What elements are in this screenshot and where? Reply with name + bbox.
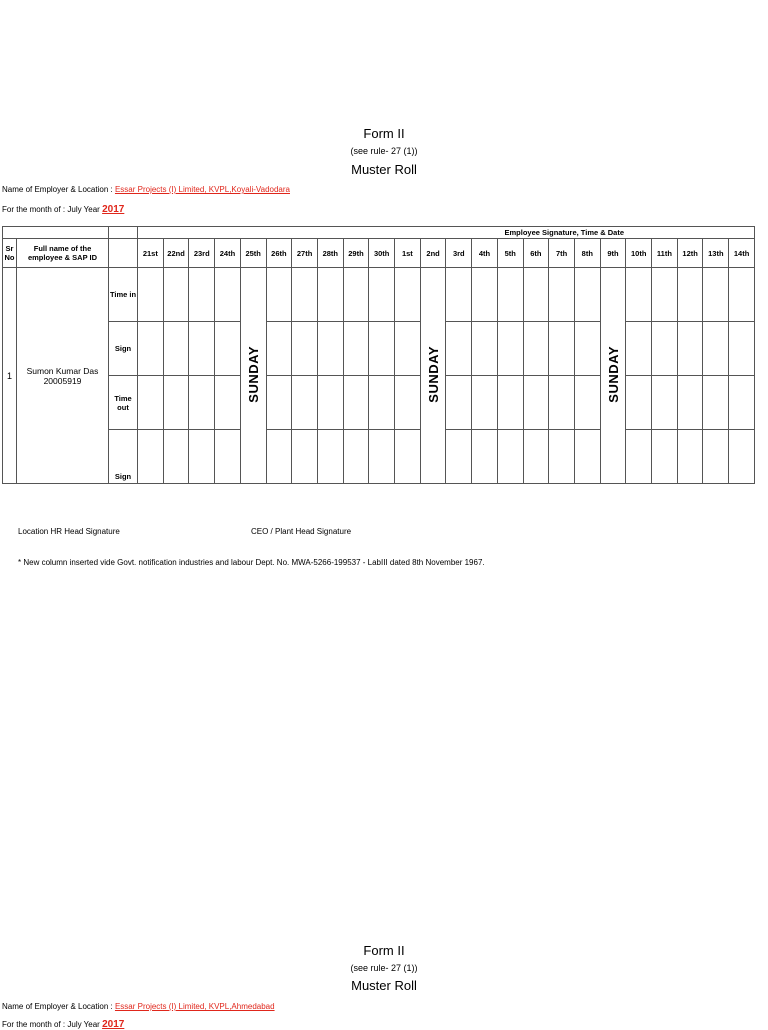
- attendance-cell[interactable]: [395, 268, 421, 322]
- attendance-cell[interactable]: [549, 322, 575, 376]
- day-header: 13th: [703, 239, 729, 268]
- day-header: 28th: [317, 239, 343, 268]
- attendance-cell[interactable]: [677, 322, 703, 376]
- day-header: 6th: [523, 239, 549, 268]
- employee-sap-id: 20005919: [43, 375, 82, 386]
- attendance-cell[interactable]: [215, 376, 241, 430]
- day-header: 7th: [549, 239, 575, 268]
- sunday-label: SUNDAY: [425, 346, 441, 403]
- label-time-out: Time out: [109, 376, 138, 430]
- attendance-cell[interactable]: [395, 322, 421, 376]
- attendance-cell[interactable]: [652, 376, 678, 430]
- attendance-cell[interactable]: [729, 430, 755, 484]
- day-header: 1st: [395, 239, 421, 268]
- attendance-cell[interactable]: [189, 376, 215, 430]
- form-subtitle: Muster Roll: [351, 162, 417, 177]
- attendance-cell[interactable]: [497, 376, 523, 430]
- attendance-cell[interactable]: [523, 322, 549, 376]
- col-name: Full name of the employee & SAP ID: [17, 239, 109, 268]
- form2-employer-line: [2, 1002, 275, 1011]
- attendance-cell[interactable]: [317, 268, 343, 322]
- attendance-cell[interactable]: [574, 376, 600, 430]
- form2-employer-label: Name of Employer & Location :: [2, 1002, 113, 1011]
- attendance-cell[interactable]: [343, 430, 369, 484]
- attendance-cell[interactable]: [523, 430, 549, 484]
- form-rule: (see rule- 27 (1)): [350, 146, 418, 156]
- day-header: 14th: [729, 239, 755, 268]
- attendance-cell[interactable]: [138, 322, 164, 376]
- attendance-cell[interactable]: [369, 268, 395, 322]
- attendance-cell[interactable]: [163, 268, 189, 322]
- attendance-cell[interactable]: [446, 376, 472, 430]
- attendance-cell[interactable]: [189, 322, 215, 376]
- year-value: 2017: [102, 204, 125, 215]
- attendance-cell[interactable]: [446, 322, 472, 376]
- attendance-cell[interactable]: [163, 376, 189, 430]
- attendance-cell[interactable]: [292, 430, 318, 484]
- attendance-cell[interactable]: [369, 322, 395, 376]
- ceo-signature-label: CEO / Plant Head Signature: [251, 527, 352, 536]
- row-employee: [17, 268, 109, 484]
- day-header: 12th: [677, 239, 703, 268]
- sunday-cell: [420, 268, 446, 484]
- attendance-cell[interactable]: [266, 430, 292, 484]
- muster-roll-table: [2, 226, 755, 484]
- employer-value: Essar Projects (I) Limited, KVPL,Koyali-Vadodara: [114, 185, 290, 194]
- attendance-cell[interactable]: [369, 430, 395, 484]
- attendance-cell[interactable]: [292, 268, 318, 322]
- attendance-cell[interactable]: [729, 322, 755, 376]
- day-header: 27th: [292, 239, 318, 268]
- attendance-cell[interactable]: [626, 430, 652, 484]
- attendance-cell[interactable]: [497, 430, 523, 484]
- day-header: 9th: [600, 239, 626, 268]
- group-header: Employee Signature, Time & Date: [138, 227, 755, 239]
- sunday-label: SUNDAY: [245, 346, 261, 403]
- form2-month-label: For the month of : July Year: [2, 1020, 100, 1029]
- attendance-cell[interactable]: [317, 376, 343, 430]
- attendance-cell[interactable]: [677, 430, 703, 484]
- attendance-cell[interactable]: [446, 268, 472, 322]
- form2-rule: (see rule- 27 (1)): [350, 963, 418, 973]
- notification-note: * New column inserted vide Govt. notification industries and labour Dept. No. MWA-5266-199537 - LabIII dated 8th November 1967.: [18, 558, 485, 567]
- attendance-cell[interactable]: [369, 376, 395, 430]
- day-header: 8th: [574, 239, 600, 268]
- attendance-cell[interactable]: [292, 376, 318, 430]
- attendance-cell[interactable]: [343, 376, 369, 430]
- attendance-cell[interactable]: [652, 322, 678, 376]
- attendance-cell[interactable]: [703, 322, 729, 376]
- attendance-cell[interactable]: [523, 268, 549, 322]
- attendance-cell[interactable]: [729, 376, 755, 430]
- day-header: 22nd: [163, 239, 189, 268]
- form-title: Form II: [363, 126, 405, 141]
- day-header: 24th: [215, 239, 241, 268]
- attendance-cell[interactable]: [266, 268, 292, 322]
- attendance-cell[interactable]: [317, 430, 343, 484]
- label-time-in: Time in: [109, 268, 138, 322]
- day-header: 4th: [472, 239, 498, 268]
- sunday-cell: [240, 268, 266, 484]
- attendance-cell[interactable]: [497, 322, 523, 376]
- day-header: 3rd: [446, 239, 472, 268]
- attendance-cell[interactable]: [215, 430, 241, 484]
- month-label: For the month of : July Year: [2, 205, 100, 214]
- attendance-cell[interactable]: [138, 430, 164, 484]
- form2-month-line: [2, 1019, 124, 1030]
- attendance-cell[interactable]: [626, 376, 652, 430]
- day-header: 26th: [266, 239, 292, 268]
- month-line: [2, 204, 124, 215]
- sunday-cell: [600, 268, 626, 484]
- day-header: 25th: [240, 239, 266, 268]
- attendance-cell[interactable]: [292, 322, 318, 376]
- attendance-cell[interactable]: [703, 430, 729, 484]
- day-header: 2nd: [420, 239, 446, 268]
- attendance-cell[interactable]: [163, 322, 189, 376]
- day-header: 10th: [626, 239, 652, 268]
- attendance-cell[interactable]: [497, 268, 523, 322]
- attendance-cell[interactable]: [677, 268, 703, 322]
- col-sr: Sr No: [3, 239, 17, 268]
- sunday-label: SUNDAY: [605, 346, 621, 403]
- attendance-cell[interactable]: [395, 430, 421, 484]
- attendance-cell[interactable]: [138, 268, 164, 322]
- hr-signature-label: Location HR Head Signature: [18, 527, 120, 536]
- attendance-cell[interactable]: [574, 268, 600, 322]
- day-header: 29th: [343, 239, 369, 268]
- attendance-cell[interactable]: [472, 430, 498, 484]
- attendance-cell[interactable]: [574, 430, 600, 484]
- label-sign: Sign: [109, 322, 138, 376]
- attendance-cell[interactable]: [343, 322, 369, 376]
- attendance-cell[interactable]: [729, 268, 755, 322]
- attendance-cell[interactable]: [472, 376, 498, 430]
- attendance-cell[interactable]: [703, 268, 729, 322]
- attendance-cell[interactable]: [472, 322, 498, 376]
- attendance-cell[interactable]: [652, 268, 678, 322]
- attendance-cell[interactable]: [266, 376, 292, 430]
- attendance-cell[interactable]: [317, 322, 343, 376]
- attendance-cell[interactable]: [703, 376, 729, 430]
- attendance-cell[interactable]: [652, 430, 678, 484]
- attendance-cell[interactable]: [549, 430, 575, 484]
- attendance-cell[interactable]: [446, 430, 472, 484]
- form2-year-value: 2017: [102, 1019, 125, 1030]
- row-sr: 1: [3, 268, 17, 484]
- day-header: 5th: [497, 239, 523, 268]
- day-header: 11th: [652, 239, 678, 268]
- attendance-cell[interactable]: [189, 430, 215, 484]
- attendance-cell[interactable]: [189, 268, 215, 322]
- attendance-cell[interactable]: [266, 322, 292, 376]
- attendance-cell[interactable]: [626, 268, 652, 322]
- attendance-cell[interactable]: [549, 268, 575, 322]
- day-header: 23rd: [189, 239, 215, 268]
- attendance-cell[interactable]: [574, 322, 600, 376]
- attendance-cell[interactable]: [626, 322, 652, 376]
- employer-label: Name of Employer & Location :: [2, 185, 113, 194]
- attendance-cell[interactable]: [395, 376, 421, 430]
- attendance-cell[interactable]: [138, 376, 164, 430]
- attendance-cell[interactable]: [215, 322, 241, 376]
- col-label-spacer: [109, 239, 138, 268]
- attendance-cell[interactable]: [215, 268, 241, 322]
- employee-name: Sumon Kumar Das: [26, 365, 99, 376]
- employer-line: [2, 185, 290, 194]
- day-header: 30th: [369, 239, 395, 268]
- form2-title: Form II: [363, 943, 405, 958]
- form2-subtitle: Muster Roll: [351, 978, 417, 993]
- attendance-cell[interactable]: [343, 268, 369, 322]
- attendance-cell[interactable]: [523, 376, 549, 430]
- attendance-cell[interactable]: [163, 430, 189, 484]
- form2-employer-value: Essar Projects (I) Limited, KVPL,Ahmedabad: [114, 1002, 275, 1011]
- label-sign: Sign: [109, 430, 138, 484]
- day-header: 21st: [138, 239, 164, 268]
- attendance-cell[interactable]: [472, 268, 498, 322]
- attendance-cell[interactable]: [677, 376, 703, 430]
- attendance-cell[interactable]: [549, 376, 575, 430]
